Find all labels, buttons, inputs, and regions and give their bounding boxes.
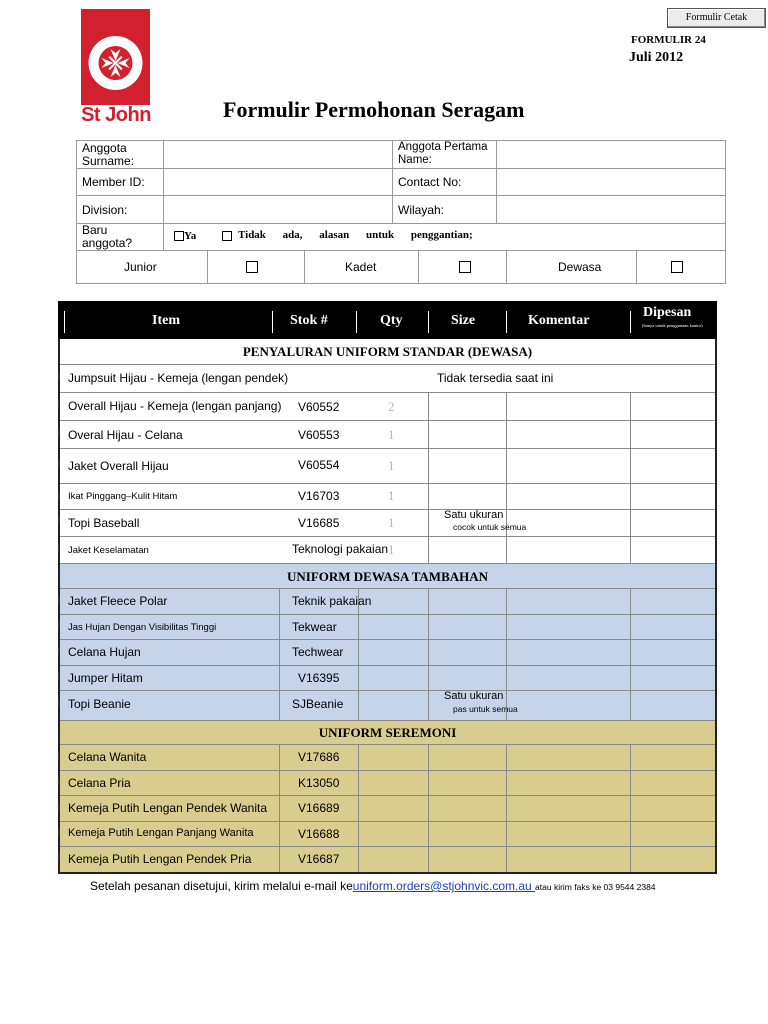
st-john-logo — [81, 9, 150, 105]
qty-value[interactable]: 1 — [388, 515, 395, 530]
table-row: I Kemeja Putih Lengan Panjang Wanita V16688 — [57, 827, 340, 841]
size-note: Satu ukuran — [444, 509, 504, 521]
table-row: I Jumper Hitam V16395 — [57, 671, 340, 685]
cadet-label: Kadet — [345, 260, 377, 274]
item-name: Celana Wanita — [68, 750, 147, 764]
qty-value[interactable]: 1 — [388, 427, 395, 442]
item-name: Celana Hujan — [68, 645, 141, 659]
qty-value[interactable]: 1 — [388, 458, 395, 473]
first-name-label: Anggota Pertama Name: — [398, 141, 488, 166]
table-row: I Jaket Overall Hijau V60554 1 — [57, 458, 395, 473]
item-name: Jaket Overall Hijau — [68, 459, 169, 473]
table-header — [58, 301, 717, 339]
page-title: Formulir Permohonan Seragam — [223, 97, 525, 122]
header-size: Size — [451, 313, 476, 328]
table-row: I Jaket Keselamatan Teknologi pakaian 1 — [57, 542, 395, 557]
adult-checkbox[interactable] — [671, 261, 683, 273]
qty-value[interactable]: 2 — [388, 399, 395, 414]
stock-code: Teknik pakaian — [292, 594, 372, 608]
qty-value[interactable]: 1 — [388, 488, 395, 503]
surname-label: Anggota Surname: — [82, 141, 135, 168]
section-standard-title: PENYALURAN UNIFORM STANDAR (DEWASA) — [242, 344, 533, 359]
no-reason-label: Tidak ada, alasan untuk penggantian; — [238, 229, 473, 241]
print-form-button[interactable]: Formulir Cetak — [667, 8, 766, 28]
logo-name: St John — [81, 104, 151, 126]
table-row: I Kemeja Putih Lengan Pendek Wanita V16689 — [57, 801, 340, 815]
region-field[interactable] — [498, 196, 724, 222]
item-name: Overall Hijau - Kemeja (lengan panjang) — [68, 399, 282, 413]
footer-text: Setelah pesanan disetujui, kirim melalui e-mail ke — [90, 879, 353, 893]
member-id-field[interactable] — [165, 169, 391, 195]
table-row: I Jas Hujan Dengan Visibilitas Tinggi Tekwear — [57, 620, 337, 634]
item-name: Kemeja Putih Lengan Pendek Pria — [68, 852, 252, 866]
stock-code: V60552 — [298, 400, 340, 414]
table-row: I Celana Wanita V17686 — [57, 750, 340, 764]
table-row: I Jumpsuit Hijau - Kemeja (lengan pendek) Tidak tersedia saat ini — [57, 371, 554, 385]
adult-label: Dewasa — [558, 260, 602, 274]
yes-label: Ya — [184, 230, 197, 242]
form-date: Juli 2012 — [629, 50, 684, 65]
stock-code: SJBeanie — [292, 697, 344, 711]
order-email-link[interactable]: uniform.orders@stjohnvic.com.au — [352, 879, 536, 893]
table-row: I Celana Hujan Techwear — [57, 645, 344, 659]
section-ceremonial-title: UNIFORM SEREMONI — [318, 725, 457, 740]
division-label: Division: — [82, 203, 128, 217]
stock-code: Tekwear — [292, 620, 337, 634]
stock-code: Teknologi pakaian — [292, 542, 389, 556]
stock-code: V16689 — [298, 801, 340, 815]
stock-code: V16687 — [298, 852, 340, 866]
item-name: Jas Hujan Dengan Visibilitas Tinggi — [68, 622, 217, 633]
stock-code: V16395 — [298, 671, 340, 685]
first-name-field[interactable] — [498, 141, 724, 167]
footer-instructions — [90, 879, 656, 893]
table-row: I Topi Baseball V16685 1 Satu ukuran cocok untuk semua — [57, 509, 527, 532]
item-name: Topi Beanie — [68, 697, 131, 711]
item-name: Kemeja Putih Lengan Panjang Wanita — [68, 827, 254, 839]
junior-checkbox[interactable] — [246, 261, 258, 273]
cadet-checkbox[interactable] — [459, 261, 471, 273]
section-additional-title: UNIFORM DEWASA TAMBAHAN — [286, 569, 489, 584]
stock-code: V16688 — [298, 827, 340, 841]
stock-code: V17686 — [298, 750, 340, 764]
header-qty: Qty — [380, 313, 403, 328]
item-name: Celana Pria — [68, 776, 131, 790]
stock-code: V60553 — [298, 428, 340, 442]
table-row: I Ikat Pinggang–Kulit Hitam V16703 1 — [57, 488, 395, 503]
table-row: I Kemeja Putih Lengan Pendek Pria V16687 — [57, 852, 340, 866]
member-id-label: Member ID: — [82, 175, 145, 189]
table-row: I Overal Hijau - Celana V60553 1 — [57, 427, 395, 442]
item-name: Topi Baseball — [68, 516, 140, 530]
item-name: Ikat Pinggang–Kulit Hitam — [68, 491, 178, 502]
form-number: FORMULIR 24 — [631, 34, 706, 46]
new-member-label: Baru anggota? — [82, 223, 133, 250]
item-name: Overal Hijau - Celana — [68, 428, 183, 442]
contact-label: Contact No: — [398, 175, 462, 189]
junior-label: Junior — [124, 260, 157, 274]
contact-field[interactable] — [498, 169, 724, 195]
availability-note: Tidak tersedia saat ini — [437, 371, 554, 385]
header-comment: Komentar — [528, 313, 590, 328]
size-note: Satu ukuran — [444, 690, 504, 702]
fax-text: atau kirim faks ke 03 9544 2384 — [535, 882, 656, 892]
member-info-table — [76, 140, 726, 284]
no-checkbox[interactable] — [222, 231, 232, 241]
header-item: Item — [152, 313, 180, 328]
maltese-cross-icon — [81, 9, 150, 105]
item-name: Jumpsuit Hijau - Kemeja (lengan pendek) — [68, 371, 289, 385]
item-name: Jaket Fleece Polar — [68, 594, 168, 608]
yes-checkbox[interactable] — [174, 231, 184, 241]
stock-code: V60554 — [298, 458, 340, 472]
division-field[interactable] — [165, 196, 391, 222]
header-ordered: Dipesan — [643, 305, 692, 320]
surname-field[interactable] — [165, 141, 391, 167]
size-subnote: cocok untuk semua — [453, 522, 527, 532]
table-row: I Jaket Fleece Polar Teknik pakaian — [57, 594, 372, 608]
qty-value[interactable]: 1 — [388, 542, 395, 557]
table-row: I Topi Beanie SJBeanie Satu ukuran pas untuk semua — [57, 690, 518, 714]
item-name: Jaket Keselamatan — [68, 545, 149, 556]
uniform-table — [58, 339, 717, 874]
item-name: Kemeja Putih Lengan Pendek Wanita — [68, 801, 268, 815]
table-row: I Celana Pria K13050 — [57, 776, 340, 790]
header-ordered-note: (hanya untuk penggunaan kantor) — [642, 323, 703, 328]
table-row: I Overall Hijau - Kemeja (lengan panjang) V60552 2 — [57, 399, 395, 414]
stock-code: Techwear — [292, 645, 344, 659]
item-name: Jumper Hitam — [68, 671, 143, 685]
stock-code: V16703 — [298, 489, 340, 503]
stock-code: V16685 — [298, 516, 340, 530]
header-stock: Stok # — [290, 313, 328, 328]
stock-code: K13050 — [298, 776, 340, 790]
size-subnote: pas untuk semua — [453, 704, 518, 714]
region-label: Wilayah: — [398, 203, 445, 217]
